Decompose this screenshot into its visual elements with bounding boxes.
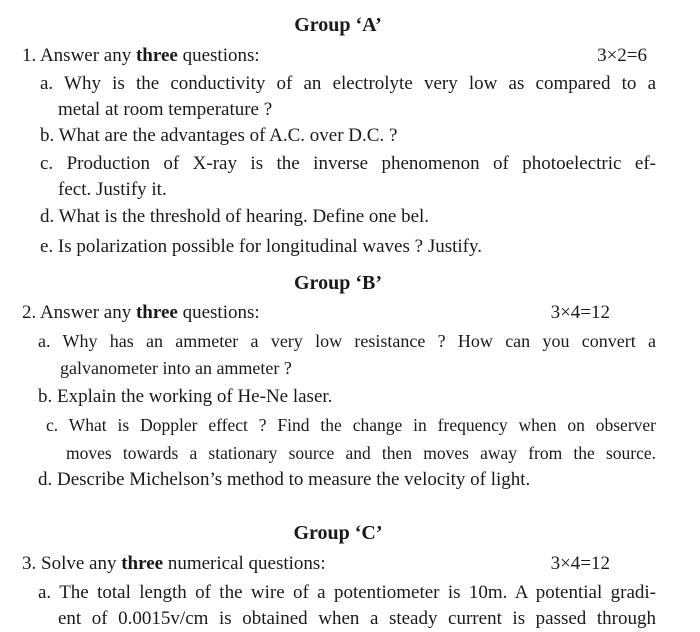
question-1-heading [22,45,662,67]
question-1b [40,123,660,149]
question-1-suffix: questions: [177,45,260,66]
question-1c [40,151,656,203]
question-2b [38,384,658,410]
question-1a-line1: a. Why is the conductivity of an electrolyte very low as compared to a [40,73,656,94]
question-3-suffix: numerical questions: [163,553,326,574]
question-1c-line2: fect. Justify it. [58,179,167,200]
question-3a-line1: a. The total length of the wire of a potentiometer is 10m. A potential gradi- [38,582,656,603]
question-1a [40,71,656,123]
question-3-bold: three [121,553,164,574]
question-1b-line1: b. What are the advantages of A.C. over D.C. ? [40,125,398,146]
question-1c-line1: c. Production of X-ray is the inverse phenomenon of photoelectric ef- [40,153,656,174]
question-1e-line1: e. Is polarization possible for longitudinal waves ? Justify. [40,236,483,257]
question-2a [38,328,656,382]
question-1d [40,204,660,230]
question-1d-line1: d. What is the threshold of hearing. Define one bel. [40,206,430,227]
question-2c-line1: c. What is Doppler effect ? Find the change in frequency when on observer [46,415,656,435]
question-2-heading [22,302,662,324]
question-1-marks: 3×2=6 [597,45,647,66]
question-2a-line2: galvanometer into an ammeter ? [60,358,292,378]
question-3-marks: 3×4=12 [550,553,610,574]
question-3a-line2: ent of 0.0015v/cm is obtained when a steady current is passed through [58,608,656,629]
question-2c [46,411,656,467]
question-1e [40,234,660,260]
question-2a-line1: a. Why has an ammeter a very low resistance ? How can you convert a [38,331,656,351]
question-1a-line2: metal at room temperature ? [58,99,273,120]
question-3-prefix: 3. Solve any [22,553,122,574]
question-2c-line2: moves towards a stationary source and then moves away from the source. [66,443,656,463]
question-1-bold: three [135,45,178,66]
question-2-suffix: questions: [177,302,260,323]
question-2d [38,467,658,493]
question-2-marks: 3×4=12 [550,302,610,323]
group-c-title: Group ‘C’ [293,522,383,544]
question-2b-line1: b. Explain the working of He-Ne laser. [38,386,333,407]
question-3-heading [22,553,662,575]
group-a-title: Group ‘A’ [294,14,382,36]
question-2d-line1: d. Describe Michelson’s method to measure the velocity of light. [38,469,531,490]
group-b-title: Group ‘B’ [294,272,382,294]
question-3a [38,580,656,632]
question-2-prefix: 2. Answer any [22,302,136,323]
question-1-prefix: 1. Answer any [22,45,136,66]
question-2-bold: three [135,302,178,323]
